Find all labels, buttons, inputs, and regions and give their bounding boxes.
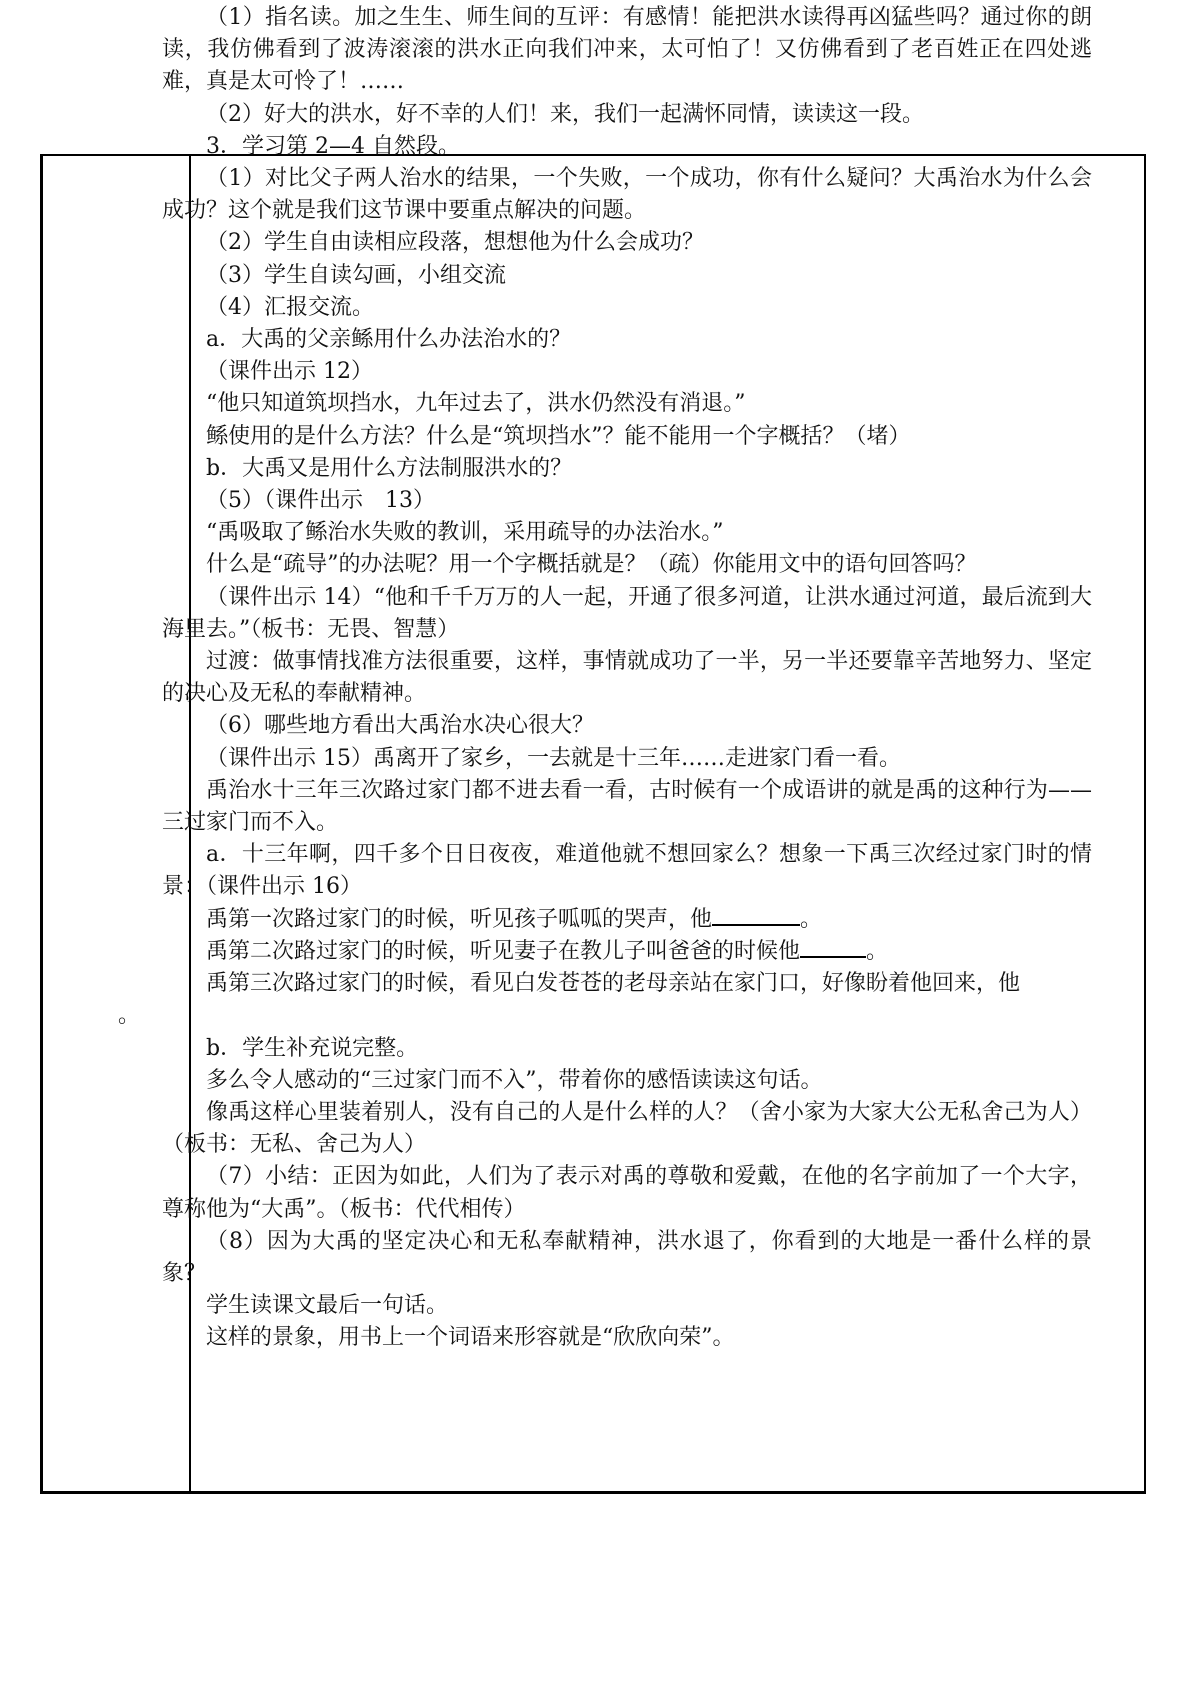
fill-line-text: 禹第三次路过家门的时候，看见白发苍苍的老母亲站在家门口，好像盼着他回来，他: [206, 971, 1021, 997]
paragraph: （2）好大的洪水，好不幸的人们！来，我们一起满怀同情，读读这一段。: [206, 101, 924, 127]
paragraph: 禹治水十三年三次路过家门都不进去看一看，古时候有一个成语讲的就是禹的这种行为——三过家门而不入。: [162, 777, 1092, 836]
fill-line-text: 。: [866, 938, 889, 964]
fill-line-text: 。: [800, 906, 823, 932]
paragraph: （7）小结：正因为如此，人们为了表示对禹的尊敬和爱戴，在他的名字前加了一个大字，尊称他为“大禹”。（板书：代代相传）: [162, 1164, 1092, 1222]
paragraph: 像禹这样心里装着别人，没有自己的人是什么样的人？（舍小家为大家大公无私舍己为人）（板书：无私、舍己为人）: [162, 1099, 1092, 1158]
paragraph: 多么令人感动的“三过家门而不入”，带着你的感悟读读这句话。: [206, 1067, 823, 1093]
fill-blank-line-3: [118, 968, 1092, 1032]
paragraph: （6）哪些地方看出大禹治水决心很大？: [206, 713, 594, 739]
paragraph: （2）学生自由读相应段落，想想他为什么会成功？: [206, 230, 704, 256]
paragraph: 这样的景象，用书上一个词语来形容就是“欣欣向荣”。: [206, 1325, 735, 1351]
fill-blank-line-2: [162, 936, 1092, 968]
paragraph: a．十三年啊，四千多个日日夜夜，难道他就不想回家么？想象一下禹三次经过家门时的情景：（课件出示 16）: [162, 842, 1092, 900]
fill-line-text: 禹第一次路过家门的时候，听见孩子呱呱的哭声，他: [206, 906, 713, 932]
paragraph: 什么是“疏导”的办法呢？用一个字概括就是？（疏）你能用文中的语句回答吗？: [206, 552, 977, 578]
paragraph: 学生读课文最后一句话。: [206, 1293, 449, 1319]
paragraph: （课件出示 12）: [206, 359, 373, 385]
paragraph: b．学生补充说完整。: [206, 1035, 419, 1061]
paragraph: a．大禹的父亲鲧用什么办法治水的？: [206, 327, 572, 353]
blank-underline: [800, 936, 866, 958]
paragraph: （课件出示 15）禹离开了家乡，一去就是十三年……走进家门看一看。: [206, 745, 901, 771]
paragraph: 过渡：做事情找准方法很重要，这样，事情就成功了一半，另一半还要靠辛苦地努力、坚定的决心及无私的奉献精神。: [162, 649, 1092, 707]
paragraph: 3．学习第 2—4 自然段。: [206, 133, 460, 159]
paragraph: （1）指名读。加之生生、师生间的互评：有感情！能把洪水读得再凶猛些吗？通过你的朗读，我仿佛看到了波涛滚滚的洪水正向我们冲来，太可怕了！又仿佛看到了老百姓正在四处逃难，真是太可怜了！……: [162, 5, 1092, 95]
paragraph: “他只知道筑坝挡水，九年过去了，洪水仍然没有消退。”: [206, 391, 746, 417]
paragraph: （1）对比父子两人治水的结果，一个失败，一个成功，你有什么疑问？大禹治水为什么会成功？这个就是我们这节课中要重点解决的问题。: [162, 166, 1092, 224]
paragraph: （4）汇报交流。: [206, 294, 374, 320]
paragraph: “禹吸取了鲧治水失败的教训，采用疏导的办法治水。”: [206, 520, 724, 546]
paragraph: （5）（课件出示 13）: [206, 488, 435, 514]
lesson-content: [118, 2, 1092, 1355]
fill-blank-line-1: [162, 904, 1092, 936]
fill-line-text: 禹第二次路过家门的时候，听见妻子在教儿子叫爸爸的时候他: [206, 938, 801, 964]
blank-underline: [712, 904, 800, 926]
paragraph: 鲧使用的是什么方法？什么是“筑坝挡水”？能不能用一个字概括？（堵）: [206, 423, 911, 449]
paragraph: （8）因为大禹的坚定决心和无私奉献精神，洪水退了，你看到的大地是一番什么样的景象？: [162, 1228, 1092, 1286]
fill-line-text: 。: [118, 1003, 141, 1029]
paragraph: b．大禹又是用什么方法制服洪水的？: [206, 455, 573, 481]
paragraph: （3）学生自读勾画，小组交流: [206, 262, 506, 288]
paragraph: （课件出示 14）“他和千千万万的人一起，开通了很多河道，让洪水通过河道，最后流到大海里去。”（板书：无畏、智慧）: [162, 584, 1092, 642]
